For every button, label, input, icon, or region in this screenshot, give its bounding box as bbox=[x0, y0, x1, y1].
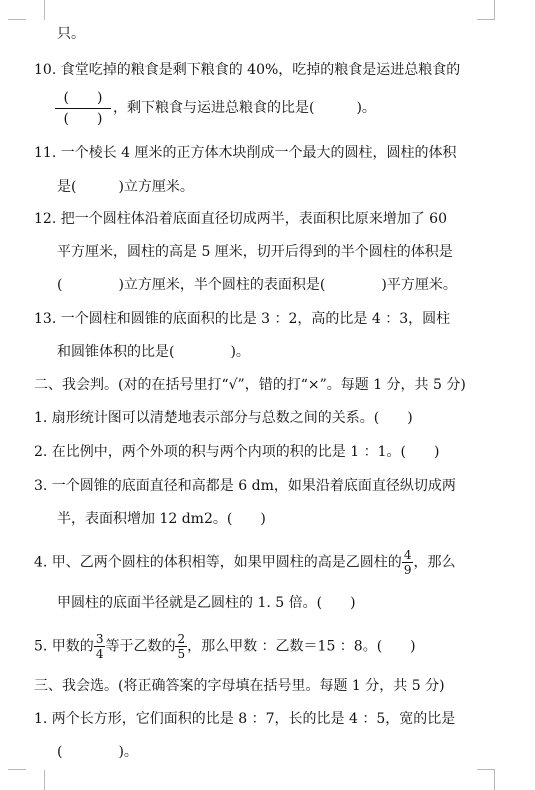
crop-mark-bottom-right-h bbox=[477, 769, 495, 770]
fraction-numerator-blank: ( ) bbox=[63, 90, 103, 106]
fraction-denominator: 9 bbox=[403, 563, 412, 577]
judge-5-fraction-2 bbox=[175, 632, 187, 661]
fraction-numerator: 2 bbox=[177, 632, 186, 646]
choice-1-line-2: ( )。 bbox=[57, 744, 138, 760]
judge-5 bbox=[34, 632, 416, 661]
question-12-line-2: 平方厘米，圆柱的高是 5 厘米，切开后得到的半个圆柱的体积是 bbox=[57, 244, 453, 260]
crop-mark-top-left bbox=[26, 0, 45, 20]
judge-5-text-b: 等于乙数的 bbox=[105, 638, 176, 655]
judge-4-text-b: ，那么 bbox=[413, 554, 456, 571]
question-10-line-1: 10. 食堂吃掉的粮食是剩下粮食的 40%，吃掉的粮食是运进总粮食的 bbox=[34, 62, 461, 78]
fraction-denominator: 5 bbox=[177, 647, 186, 661]
judge-5-fraction-1 bbox=[94, 632, 106, 661]
question-10-blank-fraction[interactable] bbox=[55, 90, 111, 127]
crop-mark-top-right bbox=[476, 0, 495, 20]
crop-mark-top-left-h bbox=[8, 19, 26, 20]
crop-mark-bottom-left bbox=[26, 770, 45, 790]
question-12-line-1: 12. 把一个圆柱体沿着底面直径切成两半，表面积比原来增加了 60 bbox=[34, 211, 447, 227]
question-13-line-2: 和圆锥体积的比是( )。 bbox=[57, 344, 250, 360]
judge-3-line-2: 半，表面积增加 12 dm2。( ) bbox=[57, 511, 266, 527]
judge-4-line-1 bbox=[34, 548, 455, 577]
fraction-denominator: 4 bbox=[95, 647, 104, 661]
continuation-line: 只。 bbox=[57, 26, 85, 42]
judge-4-line-2: 甲圆柱的底面半径就是乙圆柱的 1. 5 倍。( ) bbox=[57, 595, 356, 611]
judge-5-text-a: 5. 甲数的 bbox=[34, 638, 94, 655]
crop-mark-bottom-left-h bbox=[8, 769, 26, 770]
judge-5-text-c: ，那么甲数 ：乙数＝15 ：8。( ) bbox=[187, 638, 416, 655]
fraction-numerator: 4 bbox=[403, 548, 412, 562]
crop-mark-bottom-right bbox=[476, 770, 495, 790]
judge-4-fraction bbox=[402, 548, 414, 577]
question-13-line-1: 13. 一个圆柱和圆锥的底面积的比是 3 ：2，高的比是 4 ：3，圆柱 bbox=[34, 311, 451, 327]
judge-2: 2. 在比例中，两个外项的积与两个内项的积的比是 1 ：1。( ) bbox=[34, 444, 440, 460]
section-2-heading: 二、我会判。(对的在括号里打“√”，错的打“×”。每题 1 分，共 5 分) bbox=[34, 377, 466, 393]
crop-mark-top-right-h bbox=[477, 19, 495, 20]
fraction-numerator: 3 bbox=[95, 632, 104, 646]
question-11-line-2: 是( )立方厘米。 bbox=[57, 179, 194, 195]
fraction-denominator-blank: ( ) bbox=[63, 111, 103, 127]
section-3-heading: 三、我会选。(将正确答案的字母填在括号里。每题 1 分，共 5 分) bbox=[34, 678, 445, 694]
question-11-line-1: 11. 一个棱长 4 厘米的正方体木块削成一个最大的圆柱，圆柱的体积 bbox=[34, 145, 457, 161]
judge-3-line-1: 3. 一个圆锥的底面直径和高都是 6 dm，如果沿着底面直径纵切成两 bbox=[34, 478, 456, 494]
question-10-line-2: ，剩下粮食与运进总粮食的比是( )。 bbox=[113, 100, 376, 116]
judge-1: 1. 扇形统计图可以清楚地表示部分与总数之间的关系。( ) bbox=[34, 410, 413, 426]
choice-1-line-1: 1. 两个长方形，它们面积的比是 8 ：7，长的比是 4 ：5，宽的比是 bbox=[34, 711, 456, 727]
judge-4-text-a: 4. 甲、乙两个圆柱的体积相等，如果甲圆柱的高是乙圆柱的 bbox=[34, 554, 402, 571]
fraction-bar bbox=[55, 108, 111, 109]
question-12-line-3: ( )立方厘米，半个圆柱的表面积是( )平方厘米。 bbox=[57, 277, 457, 293]
